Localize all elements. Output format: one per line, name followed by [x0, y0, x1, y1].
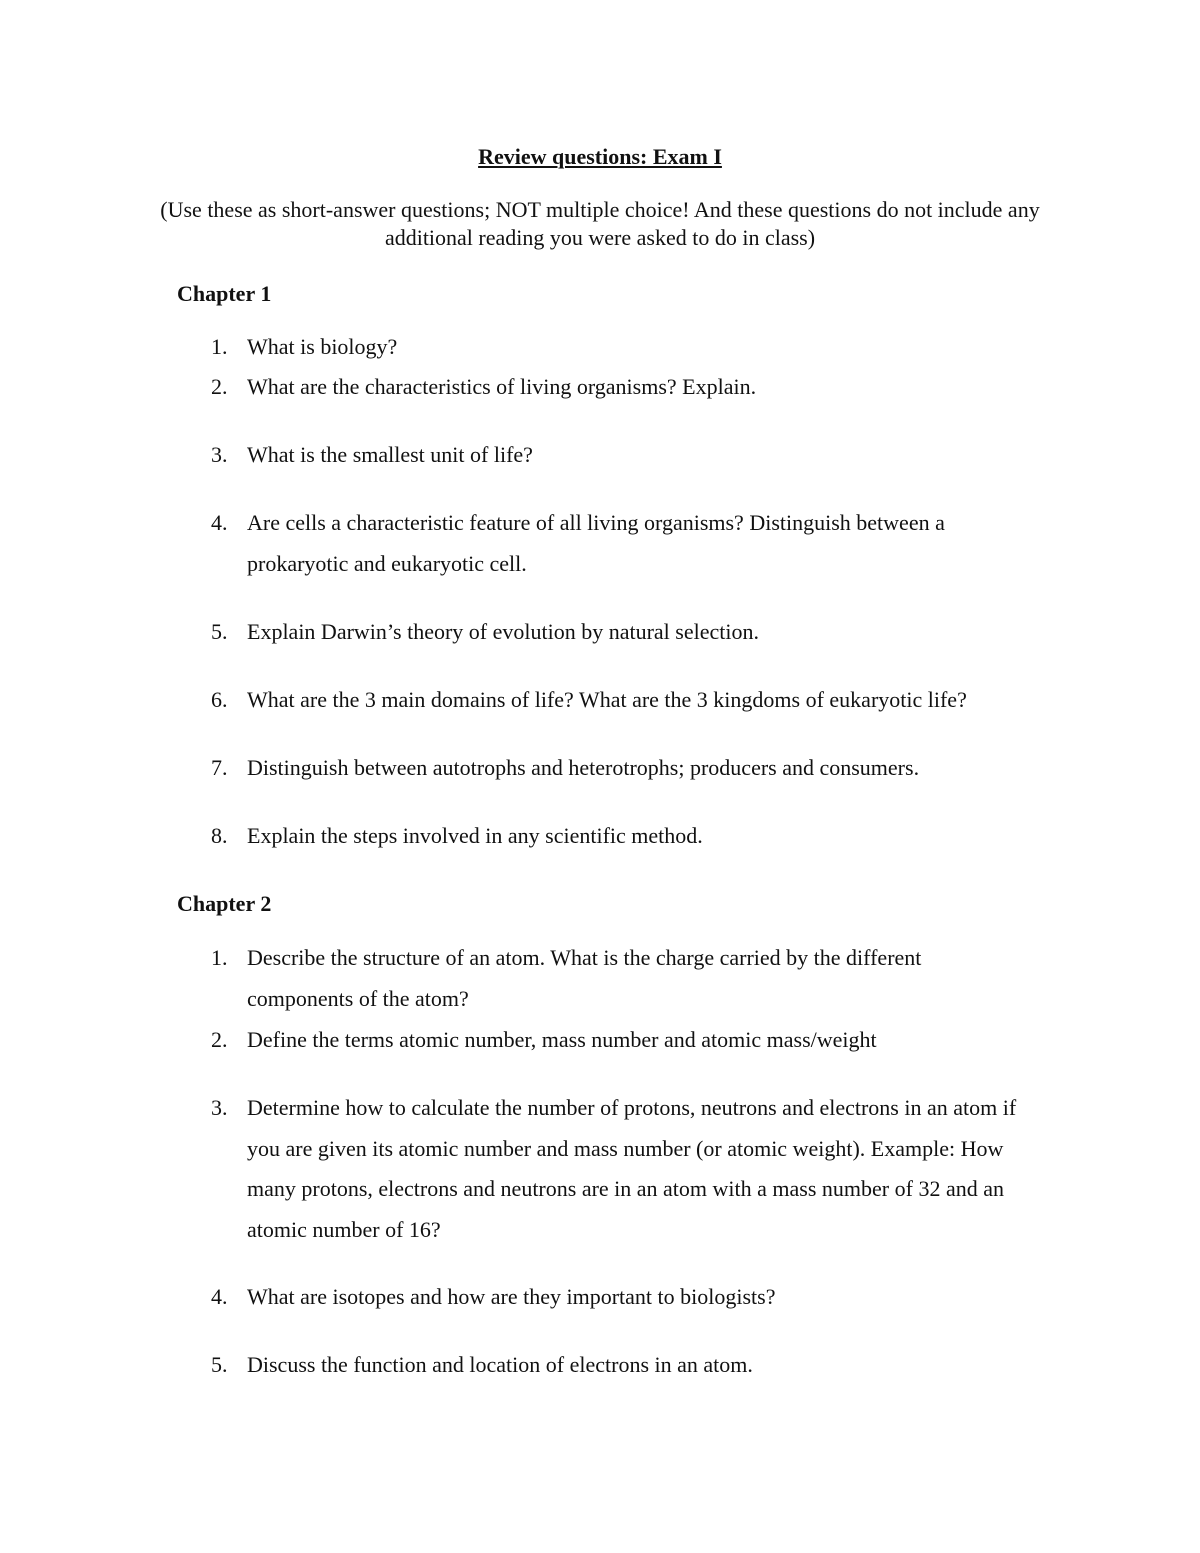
question-number: 5.	[211, 619, 228, 644]
list-item	[177, 1345, 1077, 1386]
list-item	[177, 327, 1077, 368]
question-text: What are isotopes and how are they important to biologists?	[247, 1284, 776, 1309]
list-item	[177, 503, 1077, 584]
question-text: What are the 3 main domains of life? What are the 3 kingdoms of eukaryotic life?	[247, 687, 967, 712]
list-item	[177, 612, 1077, 653]
question-text: What is the smallest unit of life?	[247, 442, 533, 467]
question-text: Explain the steps involved in any scientific method.	[247, 823, 703, 848]
question-number: 8.	[211, 823, 228, 848]
list-item	[177, 816, 1077, 857]
question-text: Discuss the function and location of electrons in an atom.	[247, 1352, 753, 1377]
question-text: Describe the structure of an atom. What is the charge carried by the different components of the atom?	[247, 945, 922, 1011]
chapter-1-heading: Chapter 1	[177, 281, 272, 306]
question-number: 1.	[211, 334, 228, 359]
chapter-2-heading: Chapter 2	[177, 891, 272, 916]
list-item	[177, 1020, 1077, 1061]
list-item	[177, 367, 1077, 408]
intro-note: (Use these as short-answer questions; NOT multiple choice! And these questions do not include any additional reading you were asked to do in class)	[160, 197, 1040, 250]
question-text: Determine how to calculate the number of protons, neutrons and electrons in an atom if you are given its atomic number and mass number (or atomic weight). Example: How many protons, electrons and neutrons are in an atom with a mass number of 32 and an atomic number of 16?	[247, 1095, 1017, 1242]
document-title: Review questions: Exam I	[478, 144, 722, 169]
question-text: Distinguish between autotrophs and heterotrophs; producers and consumers.	[247, 755, 920, 780]
list-item	[177, 1277, 1077, 1318]
question-text: Are cells a characteristic feature of all living organisms? Distinguish between a prokaryotic and eukaryotic cell.	[247, 510, 945, 576]
question-text: What is biology?	[247, 334, 398, 359]
question-number: 2.	[211, 1027, 228, 1052]
question-text: What are the characteristics of living organisms? Explain.	[247, 374, 757, 399]
question-number: 3.	[211, 1095, 228, 1120]
question-number: 2.	[211, 374, 228, 399]
question-number: 4.	[211, 510, 228, 535]
question-number: 3.	[211, 442, 228, 467]
question-text: Define the terms atomic number, mass number and atomic mass/weight	[247, 1027, 877, 1052]
question-number: 1.	[211, 945, 228, 970]
question-number: 6.	[211, 687, 228, 712]
question-number: 5.	[211, 1352, 228, 1377]
list-item	[177, 435, 1077, 476]
list-item	[177, 680, 1077, 721]
question-text: Explain Darwin’s theory of evolution by natural selection.	[247, 619, 759, 644]
question-number: 7.	[211, 755, 228, 780]
question-number: 4.	[211, 1284, 228, 1309]
list-item	[177, 1088, 1077, 1250]
list-item	[177, 748, 1077, 789]
list-item	[177, 938, 1077, 1019]
